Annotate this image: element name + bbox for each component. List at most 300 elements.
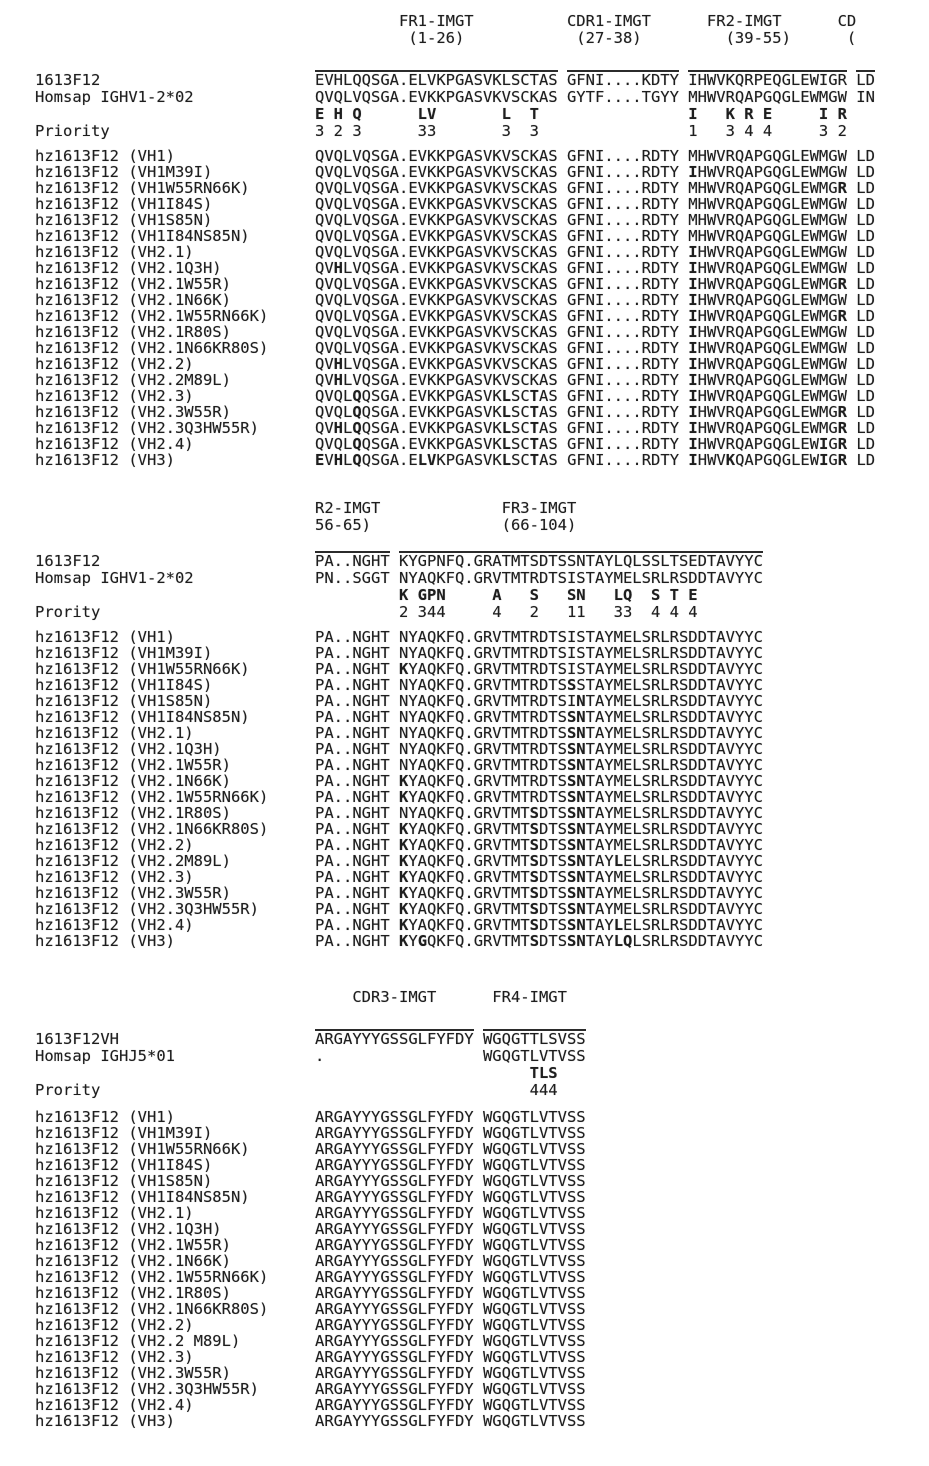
- sequence-text: PA..NGHT KYAQKFQ.GRVTMTRDTSSNTAYMELSRLRSDDTAVYYC: [315, 788, 763, 806]
- sequence-label: hz1613F12 (VH2.1N66K): [35, 292, 231, 308]
- sequence-label: Prority: [35, 604, 101, 621]
- back-mutation-residue: I: [819, 451, 829, 469]
- back-mutation-residue: SN: [567, 820, 586, 838]
- back-mutation-residue: K: [725, 451, 736, 469]
- variant-alignment-row: [0, 1413, 929, 1429]
- region-header-line: [0, 989, 929, 1006]
- back-mutation-residue: SN: [567, 852, 586, 870]
- back-mutation-residue: S: [529, 884, 540, 902]
- variant-alignment-row: [0, 1397, 929, 1413]
- sequence-text: TLS: [315, 1064, 586, 1082]
- alignment-section-fr1-cdr1-fr2: [0, 13, 929, 468]
- back-mutation-residue: K: [399, 884, 409, 902]
- sequence-label: hz1613F12 (VH2.1): [35, 1205, 194, 1221]
- human-germline-row: [0, 1048, 929, 1065]
- back-mutation-residue: Q: [352, 419, 362, 437]
- sequence-text: QVQLVQSGA.EVKKPGASVKVSCKAS GYTF....TGYY MHWVRQAPGQGLEWMGW IN: [315, 88, 875, 106]
- back-mutation-residue: Q: [352, 435, 362, 453]
- back-mutation-residue: I: [688, 451, 698, 469]
- back-mutation-residue: N: [576, 692, 586, 710]
- back-mutation-residue: H: [333, 259, 344, 277]
- back-mutation-residue: K: [399, 820, 409, 838]
- sequence-label: hz1613F12 (VH2.2): [35, 356, 194, 372]
- back-mutation-residue: L: [501, 419, 512, 437]
- sequence-text: PA..NGHT KYGQKFQ.GRVTMTSDTSSNTAYLQLSRLRSDDTAVYYC: [315, 932, 764, 950]
- variant-alignment-row: [0, 1365, 929, 1381]
- back-mutation-residue: I: [688, 259, 698, 277]
- sequence-label: hz1613F12 (VH1I84S): [35, 196, 213, 212]
- sequence-text: ARGAYYYGSSGLFYFDY WGQGTLVTVSS: [315, 1124, 586, 1142]
- sequence-text: ARGAYYYGSSGLFYFDY WGQGTLVTVSS: [315, 1348, 586, 1366]
- sequence-text: QVQLVQSGA.EVKKPGASVKVSCKAS GFNI....RDTY IHWVRQAPGQGLEWMGR LD: [315, 275, 875, 293]
- sequence-text: PA..NGHT KYAQKFQ.GRVTMTSDTSSNTAYLELSRLRSDDTAVYYC: [315, 916, 764, 934]
- sequence-text: (1-26) (27-38) (39-55) (: [315, 29, 857, 47]
- sequence-label: hz1613F12 (VH2.4): [35, 436, 194, 452]
- sequence-label: Prority: [35, 1082, 101, 1099]
- sequence-text: ARGAYYYGSSGLFYFDY WGQGTLVTVSS: [315, 1156, 586, 1174]
- back-mutation-residue: T: [529, 403, 540, 421]
- sequence-label: hz1613F12 (VH2.1): [35, 244, 194, 260]
- sequence-text: QVQLVQSGA.EVKKPGASVKVSCKAS GFNI....RDTY IHWVRQAPGQGLEWMGW LD: [315, 291, 875, 309]
- variant-alignment-row: [0, 661, 929, 677]
- sequence-text: QVHLQQSGA.EVKKPGASVKLSCTAS GFNI....RDTY IHWVRQAPGQGLEWMGR LD: [315, 419, 876, 437]
- variant-alignment-row: [0, 340, 929, 356]
- sequence-label: hz1613F12 (VH1S85N): [35, 212, 213, 228]
- sequence-label: 1613F12: [35, 553, 101, 570]
- back-mutation-residue: K: [399, 852, 409, 870]
- variant-alignment-row: [0, 1317, 929, 1333]
- sequence-label: hz1613F12 (VH2.3Q3HW55R): [35, 420, 259, 436]
- back-mutation-residue: LV: [417, 451, 437, 469]
- back-mutation-residue: Q: [352, 403, 362, 421]
- variant-alignment-row: [0, 436, 929, 452]
- sequence-label: hz1613F12 (VH2.1N66KR80S): [35, 821, 269, 837]
- sequence-label: hz1613F12 (VH2.2M89L): [35, 853, 231, 869]
- sequence-label: 1613F12: [35, 72, 101, 89]
- variant-alignment-row: [0, 324, 929, 340]
- variant-alignment-row: [0, 388, 929, 404]
- back-mutation-residue: H: [333, 451, 344, 469]
- back-mutation-residue: SN: [567, 868, 586, 886]
- sequence-text: ARGAYYYGSSGLFYFDY WGQGTLVTVSS: [315, 1236, 586, 1254]
- back-mutation-residue: L: [501, 403, 511, 421]
- sequence-label: Priority: [35, 123, 110, 140]
- sequence-label: hz1613F12 (VH1M39I): [35, 1125, 213, 1141]
- sequence-text: PA..NGHT KYAQKFQ.GRVTMTSDTSSNTAYMELSRLRSDDTAVYYC: [315, 820, 763, 838]
- mouse-reference-row: [0, 553, 929, 570]
- sequence-label: hz1613F12 (VH2.3Q3HW55R): [35, 1381, 259, 1397]
- sequence-text: QVQLVQSGA.EVKKPGASVKVSCKAS GFNI....RDTY MHWVRQAPGQGLEWMGW LD: [315, 147, 875, 165]
- back-mutation-letters-row: [0, 106, 929, 123]
- back-mutation-residue: H: [333, 355, 344, 373]
- variant-alignment-row: [0, 917, 929, 933]
- sequence-text: ARGAYYYGSSGLFYFDY WGQGTLVTVSS: [315, 1204, 586, 1222]
- sequence-text: . WGQGTLVTVSS: [315, 1047, 586, 1065]
- sequence-text: PA..NGHT NYAQKFQ.GRVTMTRDTSINTAYMELSRLRSDDTAVYYC: [315, 692, 763, 710]
- variant-alignment-row: [0, 629, 929, 645]
- mouse-reference-row: [0, 72, 929, 89]
- sequence-label: hz1613F12 (VH3): [35, 452, 175, 468]
- sequence-label: hz1613F12 (VH1W55RN66K): [35, 1141, 250, 1157]
- back-mutation-residue: R: [837, 451, 848, 469]
- variant-alignment-row: [0, 885, 929, 901]
- variant-alignment-row: [0, 757, 929, 773]
- back-mutation-residue: K: [399, 932, 409, 950]
- sequence-label: hz1613F12 (VH2.3W55R): [35, 404, 231, 420]
- back-mutation-residue: SN: [567, 900, 586, 918]
- back-mutation-residue: R: [837, 403, 847, 421]
- back-mutation-residue: I: [688, 435, 698, 453]
- back-mutation-residue: T: [529, 451, 540, 469]
- sequence-label: [0, 517, 315, 534]
- sequence-label: hz1613F12 (VH2.2): [35, 837, 194, 853]
- back-mutation-residue: S: [529, 932, 540, 950]
- sequence-text: 2 344 4 2 11 33 4 4 4: [315, 603, 763, 621]
- variant-alignment-row: [0, 1157, 929, 1173]
- sequence-label: hz1613F12 (VH1W55RN66K): [35, 180, 250, 196]
- sequence-label: hz1613F12 (VH2.1W55RN66K): [35, 1269, 269, 1285]
- sequence-text: PA..NGHT KYAQKFQ.GRVTMTSDTSSNTAYMELSRLRSDDTAVYYC: [315, 900, 763, 918]
- variant-alignment-row: [0, 1141, 929, 1157]
- back-mutation-residue: S: [529, 916, 540, 934]
- back-mutation-residue: T: [529, 435, 540, 453]
- back-mutation-residue: S: [529, 852, 540, 870]
- variant-alignment-row: [0, 1333, 929, 1349]
- back-mutation-residue: K: [399, 772, 409, 790]
- variant-alignment-row: [0, 1189, 929, 1205]
- sequence-label: hz1613F12 (VH2.1N66K): [35, 1253, 231, 1269]
- back-mutation-residue: K: [399, 868, 409, 886]
- back-mutation-residue: I: [688, 355, 698, 373]
- back-mutation-residue: L: [501, 435, 511, 453]
- sequence-label: hz1613F12 (VH2.3): [35, 388, 194, 404]
- sequence-text: PA..NGHT NYAQKFQ.GRVTMTRDTSSNTAYMELSRLRSDDTAVYYC: [315, 724, 763, 742]
- sequence-label: hz1613F12 (VH2.1R80S): [35, 805, 231, 821]
- sequence-text: EVHLQQSGA.ELVKPGASVKLSCTAS GFNI....KDTY IHWVKQRPEQGLEWIGR LD: [315, 71, 875, 89]
- sequence-label: hz1613F12 (VH2.1W55R): [35, 1237, 231, 1253]
- variant-alignment-row: [0, 452, 929, 468]
- spacer: [0, 47, 929, 65]
- sequence-text: ARGAYYYGSSGLFYFDY WGQGTLVTVSS: [315, 1412, 586, 1430]
- sequence-label: hz1613F12 (VH2.1W55RN66K): [35, 789, 269, 805]
- sequence-label: hz1613F12 (VH2.1W55R): [35, 757, 231, 773]
- back-mutation-residue: SN: [566, 740, 586, 758]
- region-header-line: [0, 517, 929, 534]
- variant-alignment-row: [0, 244, 929, 260]
- sequence-label: hz1613F12 (VH2.1W55RN66K): [35, 308, 269, 324]
- variant-alignment-row: [0, 180, 929, 196]
- sequence-text: QVHLVQSGA.EVKKPGASVKVSCKAS GFNI....RDTY IHWVRQAPGQGLEWMGW LD: [315, 371, 875, 389]
- back-mutation-residue: L: [501, 451, 512, 469]
- sequence-label: hz1613F12 (VH2.3Q3HW55R): [35, 901, 259, 917]
- spacer: [0, 534, 929, 546]
- sequence-label: 1613F12VH: [35, 1031, 119, 1048]
- variant-alignment-row: [0, 709, 929, 725]
- sequence-text: QVQLQQSGA.EVKKPGASVKLSCTAS GFNI....RDTY IHWVRQAPGQGLEWMGR LD: [315, 403, 875, 421]
- sequence-label: hz1613F12 (VH2.3W55R): [35, 885, 231, 901]
- sequence-text: QVQLVQSGA.EVKKPGASVKVSCKAS GFNI....RDTY MHWVRQAPGQGLEWMGW LD: [315, 211, 875, 229]
- sequence-text: ARGAYYYGSSGLFYFDY WGQGTLVTVSS: [315, 1300, 586, 1318]
- sequence-text: ARGAYYYGSSGLFYFDY WGQGTLVTVSS: [315, 1332, 586, 1350]
- sequence-label: hz1613F12 (VH1I84S): [35, 677, 213, 693]
- sequence-text: ARGAYYYGSSGLFYFDY WGQGTTLSVSS: [315, 1030, 586, 1048]
- back-mutation-residue: R: [837, 307, 847, 325]
- sequence-label: [0, 30, 315, 47]
- sequence-text: ARGAYYYGSSGLFYFDY WGQGTLVTVSS: [315, 1380, 586, 1398]
- sequence-text: E H Q LV L T I K R E I R: [315, 105, 875, 123]
- sequence-label: [0, 546, 315, 553]
- sequence-text: ARGAYYYGSSGLFYFDY WGQGTLVTVSS: [315, 1172, 586, 1190]
- sequence-text: PA..NGHT NYAQKFQ.GRVTMTSDTSSNTAYMELSRLRSDDTAVYYC: [315, 804, 763, 822]
- sequence-text: CDR3-IMGT FR4-IMGT: [315, 988, 586, 1006]
- human-germline-row: [0, 89, 929, 106]
- sequence-label: hz1613F12 (VH1I84NS85N): [35, 228, 250, 244]
- sequence-label: hz1613F12 (VH2.1N66KR80S): [35, 340, 269, 356]
- sequence-text: ARGAYYYGSSGLFYFDY WGQGTLVTVSS: [315, 1284, 586, 1302]
- alignment-section-cdr3-fr4: [0, 989, 929, 1429]
- sequence-text: 444: [315, 1081, 586, 1099]
- sequence-label: hz1613F12 (VH2.4): [35, 917, 194, 933]
- back-mutation-residue: I: [688, 403, 698, 421]
- back-mutation-residue: I: [688, 163, 698, 181]
- sequence-label: hz1613F12 (VH2.1N66K): [35, 773, 231, 789]
- sequence-label: hz1613F12 (VH2.4): [35, 1397, 194, 1413]
- sequence-label: hz1613F12 (VH2.1Q3H): [35, 1221, 222, 1237]
- sequence-label: hz1613F12 (VH1I84S): [35, 1157, 213, 1173]
- variant-alignment-row: [0, 1205, 929, 1221]
- back-mutation-residue: S: [566, 676, 577, 694]
- priority-row: [0, 604, 929, 621]
- sequence-text: QVQLQQSGA.EVKKPGASVKLSCTAS GFNI....RDTY IHWVRQAPGQGLEWIGR LD: [315, 435, 876, 453]
- sequence-text: PA..NGHT KYGPNFQ.GRATMTSDTSSNTAYLQLSSLTSEDTAVYYC: [315, 552, 763, 570]
- sequence-text: ARGAYYYGSSGLFYFDY WGQGTLVTVSS: [315, 1268, 586, 1286]
- variant-alignment-row: [0, 805, 929, 821]
- back-mutation-residue: Q: [352, 387, 362, 405]
- sequence-text: QVHLVQSGA.EVKKPGASVKVSCKAS GFNI....RDTY IHWVRQAPGQGLEWMGW LD: [315, 355, 875, 373]
- sequence-label: [0, 1065, 315, 1082]
- sequence-label: hz1613F12 (VH1I84NS85N): [35, 1189, 250, 1205]
- variant-alignment-row: [0, 308, 929, 324]
- back-mutation-residue: H: [333, 419, 344, 437]
- back-mutation-residue: I: [688, 291, 698, 309]
- variant-alignment-row: [0, 853, 929, 869]
- back-mutation-residue: SN: [566, 804, 586, 822]
- sequence-text: PN..SGGT NYAQKFQ.GRVTMTRDTSISTAYMELSRLRSDDTAVYYC: [315, 569, 763, 587]
- sequence-label: hz1613F12 (VH1S85N): [35, 1173, 213, 1189]
- sequence-text: PA..NGHT KYAQKFQ.GRVTMTSDTSSNTAYLELSRLRSDDTAVYYC: [315, 852, 764, 870]
- sequence-label: hz1613F12 (VH2.1): [35, 725, 194, 741]
- back-mutation-residue: SN: [567, 932, 586, 950]
- sequence-label: hz1613F12 (VH1): [35, 148, 175, 164]
- variant-alignment-row: [0, 725, 929, 741]
- variant-alignment-row: [0, 1381, 929, 1397]
- back-mutation-residue: SN: [567, 884, 586, 902]
- sequence-text: QVQLVQSGA.EVKKPGASVKVSCKAS GFNI....RDTY MHWVRQAPGQGLEWMGW LD: [315, 227, 875, 245]
- sequence-text: 56-65) (66-104): [315, 516, 577, 534]
- back-mutation-residue: T: [529, 387, 540, 405]
- sequence-label: hz1613F12 (VH2.1Q3H): [35, 260, 222, 276]
- sequence-label: hz1613F12 (VH1M39I): [35, 164, 213, 180]
- alignment-section-cdr2-fr3: [0, 500, 929, 949]
- back-mutation-residue: L: [613, 916, 624, 934]
- back-mutation-residue: I: [688, 275, 698, 293]
- variant-alignment-row: [0, 196, 929, 212]
- variant-alignment-row: [0, 645, 929, 661]
- sequence-label: hz1613F12 (VH2.3): [35, 869, 194, 885]
- region-header-line: [0, 30, 929, 47]
- sequence-label: [0, 65, 315, 72]
- sequence-text: PA..NGHT NYAQKFQ.GRVTMTRDTSSSTAYMELSRLRSDDTAVYYC: [315, 676, 763, 694]
- back-mutation-residue: SN: [566, 724, 586, 742]
- variant-alignment-row: [0, 356, 929, 372]
- variant-alignment-row: [0, 164, 929, 180]
- sequence-text: ARGAYYYGSSGLFYFDY WGQGTLVTVSS: [315, 1364, 586, 1382]
- sequence-text: PA..NGHT KYAQKFQ.GRVTMTRDTSISTAYMELSRLRSDDTAVYYC: [315, 660, 763, 678]
- variant-alignment-row: [0, 292, 929, 308]
- back-mutation-residue: K: [399, 900, 409, 918]
- sequence-label: [0, 106, 315, 123]
- back-mutation-residue: K: [399, 660, 409, 678]
- sequence-text: FR1-IMGT CDR1-IMGT FR2-IMGT CD: [315, 12, 857, 30]
- sequence-label: hz1613F12 (VH2.2M89L): [35, 372, 231, 388]
- sequence-label: hz1613F12 (VH2.3): [35, 1349, 194, 1365]
- sequence-text: PA..NGHT NYAQKFQ.GRVTMTRDTSSNTAYMELSRLRSDDTAVYYC: [315, 708, 763, 726]
- back-mutation-residue: E: [315, 451, 325, 469]
- variant-alignment-row: [0, 837, 929, 853]
- back-mutation-residue: SN: [567, 836, 586, 854]
- sequence-label: [0, 587, 315, 604]
- variant-alignment-row: [0, 901, 929, 917]
- sequence-label: hz1613F12 (VH1): [35, 629, 175, 645]
- human-germline-row: [0, 570, 929, 587]
- variant-alignment-row: [0, 1285, 929, 1301]
- back-mutation-residue: K: [399, 916, 409, 934]
- back-mutation-residue: S: [529, 868, 540, 886]
- sequence-text: QVQLVQSGA.EVKKPGASVKVSCKAS GFNI....RDTY IHWVRQAPGQGLEWMGW LD: [315, 323, 875, 341]
- back-mutation-residue: G: [417, 932, 428, 950]
- back-mutation-residue: S: [529, 836, 540, 854]
- sequence-label: hz1613F12 (VH2.1W55R): [35, 276, 231, 292]
- back-mutation-residue: I: [688, 419, 698, 437]
- back-mutation-residue: T: [529, 419, 540, 437]
- sequence-text: QVHLVQSGA.EVKKPGASVKVSCKAS GFNI....RDTY IHWVRQAPGQGLEWMGW LD: [315, 259, 875, 277]
- sequence-text: QVQLQQSGA.EVKKPGASVKLSCTAS GFNI....RDTY IHWVRQAPGQGLEWMGW LD: [315, 387, 875, 405]
- sequence-label: [0, 989, 315, 1006]
- sequence-label: Homsap IGHJ5*01: [35, 1048, 175, 1065]
- back-mutation-residue: R: [837, 275, 847, 293]
- variant-alignment-row: [0, 741, 929, 757]
- sequence-label: [0, 13, 315, 30]
- sequence-label: [0, 500, 315, 517]
- sequence-text: ARGAYYYGSSGLFYFDY WGQGTLVTVSS: [315, 1252, 586, 1270]
- variant-alignment-row: [0, 1221, 929, 1237]
- back-mutation-letters-row: [0, 587, 929, 604]
- priority-row: [0, 1082, 929, 1099]
- sequence-text: QVQLVQSGA.EVKKPGASVKVSCKAS GFNI....RDTY IHWVRQAPGQGLEWMGW LD: [315, 243, 875, 261]
- sequence-label: hz1613F12 (VH2.3W55R): [35, 1365, 231, 1381]
- spacer: [0, 1006, 929, 1024]
- back-mutation-residue: I: [688, 371, 698, 389]
- sequence-text: PA..NGHT NYAQKFQ.GRVTMTRDTSSNTAYMELSRLRSDDTAVYYC: [315, 756, 763, 774]
- sequence-text: K GPN A S SN LQ S T E: [315, 586, 763, 604]
- variant-alignment-row: [0, 372, 929, 388]
- variant-alignment-row: [0, 260, 929, 276]
- variant-alignment-row: [0, 933, 929, 949]
- sequence-text: ARGAYYYGSSGLFYFDY WGQGTLVTVSS: [315, 1396, 586, 1414]
- back-mutation-residue: S: [529, 804, 539, 822]
- back-mutation-residue: Q: [352, 451, 362, 469]
- region-header-line: [0, 13, 929, 30]
- sequence-text: ARGAYYYGSSGLFYFDY WGQGTLVTVSS: [315, 1108, 586, 1126]
- variant-alignment-row: [0, 869, 929, 885]
- variant-alignment-row: [0, 773, 929, 789]
- variant-alignment-row: [0, 789, 929, 805]
- sequence-text: QVQLVQSGA.EVKKPGASVKVSCKAS GFNI....RDTY IHWVRQAPGQGLEWMGW LD: [315, 339, 875, 357]
- sequence-text: PA..NGHT KYAQKFQ.GRVTMTSDTSSNTAYMELSRLRSDDTAVYYC: [315, 884, 763, 902]
- sequence-label: hz1613F12 (VH1M39I): [35, 645, 213, 661]
- back-mutation-residue: I: [688, 387, 698, 405]
- sequence-text: PA..NGHT KYAQKFQ.GRVTMTRDTSSNTAYMELSRLRSDDTAVYYC: [315, 772, 763, 790]
- sequence-label: hz1613F12 (VH2.2 M89L): [35, 1333, 241, 1349]
- sequence-label: hz1613F12 (VH2.1Q3H): [35, 741, 222, 757]
- sequence-label: hz1613F12 (VH3): [35, 933, 175, 949]
- back-mutation-residue: SN: [566, 708, 586, 726]
- sequence-text: ARGAYYYGSSGLFYFDY WGQGTLVTVSS: [315, 1316, 586, 1334]
- back-mutation-letters-row: [0, 1065, 929, 1082]
- sequence-text: EVHLQQSGA.ELVKPGASVKLSCTAS GFNI....RDTY IHWVKQAPGQGLEWIGR LD: [315, 451, 876, 469]
- region-header-line: [0, 500, 929, 517]
- sequence-text: PA..NGHT KYAQKFQ.GRVTMTSDTSSNTAYMELSRLRSDDTAVYYC: [315, 868, 763, 886]
- variant-alignment-row: [0, 1237, 929, 1253]
- sequence-label: hz1613F12 (VH1S85N): [35, 693, 213, 709]
- back-mutation-residue: K: [399, 836, 409, 854]
- variant-alignment-row: [0, 677, 929, 693]
- back-mutation-residue: SN: [566, 788, 586, 806]
- sequence-text: PA..NGHT NYAQKFQ.GRVTMTRDTSISTAYMELSRLRSDDTAVYYC: [315, 644, 763, 662]
- back-mutation-residue: I: [819, 435, 829, 453]
- sequence-label: hz1613F12 (VH1I84NS85N): [35, 709, 250, 725]
- sequence-text: PA..NGHT NYAQKFQ.GRVTMTRDTSSNTAYMELSRLRSDDTAVYYC: [315, 740, 763, 758]
- back-mutation-residue: SN: [566, 772, 586, 790]
- back-mutation-residue: SN: [566, 756, 586, 774]
- sequence-label: Homsap IGHV1-2*02: [35, 570, 194, 587]
- sequence-label: hz1613F12 (VH2.1R80S): [35, 324, 231, 340]
- back-mutation-residue: I: [688, 243, 698, 261]
- variant-alignment-row: [0, 1349, 929, 1365]
- variant-alignment-row: [0, 693, 929, 709]
- variant-alignment-row: [0, 228, 929, 244]
- back-mutation-residue: LQ: [613, 932, 633, 950]
- back-mutation-residue: K: [399, 788, 409, 806]
- variant-alignment-row: [0, 276, 929, 292]
- sequence-label: Homsap IGHV1-2*02: [35, 89, 194, 106]
- variant-alignment-row: [0, 420, 929, 436]
- back-mutation-residue: L: [501, 387, 511, 405]
- back-mutation-residue: I: [688, 307, 698, 325]
- variant-alignment-row: [0, 1269, 929, 1285]
- back-mutation-residue: R: [837, 179, 847, 197]
- sequence-text: PA..NGHT NYAQKFQ.GRVTMTRDTSISTAYMELSRLRSDDTAVYYC: [315, 628, 763, 646]
- back-mutation-residue: I: [688, 323, 698, 341]
- variant-alignment-row: [0, 1173, 929, 1189]
- back-mutation-residue: S: [529, 820, 540, 838]
- variant-alignment-row: [0, 1109, 929, 1125]
- sequence-label: [0, 1024, 315, 1031]
- variant-alignment-row: [0, 1125, 929, 1141]
- mouse-reference-row: [0, 1031, 929, 1048]
- sequence-text: QVQLVQSGA.EVKKPGASVKVSCKAS GFNI....RDTY IHWVRQAPGQGLEWMGR LD: [315, 307, 875, 325]
- back-mutation-residue: L: [613, 852, 624, 870]
